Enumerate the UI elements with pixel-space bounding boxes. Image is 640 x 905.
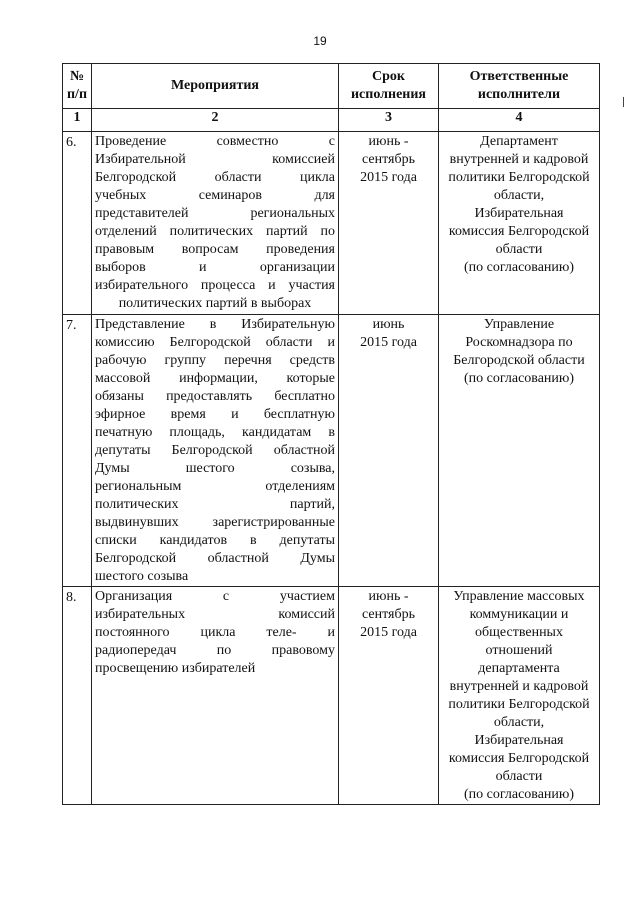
cell-text-line: 2015 года: [360, 335, 417, 350]
cell-text-line: комиссия Белгородской: [448, 224, 590, 239]
row-responsible: [439, 315, 600, 587]
cell-text-line: внутренней и кадровой: [449, 152, 589, 167]
table-row: [63, 132, 600, 315]
event-text-line: Проведение совместно с: [95, 134, 335, 149]
event-text-line: эфирное время и бесплатную: [95, 407, 335, 422]
event-text-line: Представление в Избирательную: [95, 317, 335, 332]
cell-text-line: 2015 года: [360, 170, 417, 185]
cell-text-line: сентябрь: [362, 152, 415, 167]
event-text-line: комиссию Белгородской области и: [95, 335, 335, 350]
event-text-line: депутаты Белгородской областной: [95, 443, 335, 458]
event-text-line: просвещению избирателей: [95, 661, 256, 676]
cell-text-line: области: [495, 769, 543, 784]
col-number-1: 1: [63, 109, 92, 132]
event-text-line: шестого созыва: [95, 569, 189, 584]
cell-text-line: Роскомнадзора по: [465, 335, 573, 350]
header-responsible: Ответственные исполнители: [439, 64, 600, 109]
event-text-line: постоянного цикла теле- и: [95, 625, 335, 640]
cell-text-line: (по согласованию): [463, 371, 575, 386]
header-term: Срок исполнения: [339, 64, 439, 109]
margin-mark: [623, 97, 624, 107]
event-text-line: Белгородской областной Думы: [95, 551, 335, 566]
cell-text-line: Департамент: [480, 134, 558, 149]
event-text-line: политических партий,: [95, 497, 335, 512]
event-text-line: Избирательной комиссией: [95, 152, 335, 167]
cell-text-line: Избирательная: [474, 206, 564, 221]
cell-text-line: Управление: [483, 317, 555, 332]
cell-text-line: Белгородской области: [453, 353, 585, 368]
event-text-line: выдвинувших зарегистрированные: [95, 515, 335, 530]
event-text-line: региональным отделениям: [95, 479, 335, 494]
event-text-line: Организация с участием: [95, 589, 335, 604]
cell-text-line: Управление массовых: [453, 589, 585, 604]
cell-text-line: области,: [493, 188, 545, 203]
event-text-line: печатную площадь, кандидатам в: [95, 425, 335, 440]
header-num: № п/п: [63, 64, 92, 109]
event-text-line: списки кандидатов в депутаты: [95, 533, 335, 548]
event-text-line: обязаны предоставлять бесплатно: [95, 389, 335, 404]
event-text-line: избирательного процесса и участия: [95, 278, 335, 293]
event-text-line: выборов и организации: [95, 260, 335, 275]
row-responsible: [439, 132, 600, 315]
event-text-line: рабочую группу перечня средств: [95, 353, 335, 368]
row-event: [92, 587, 339, 805]
cell-text-line: внутренней и кадровой: [449, 679, 589, 694]
cell-text-line: (по согласованию): [463, 787, 575, 802]
table-header-row: [63, 64, 600, 109]
event-text-line: представителей региональных: [95, 206, 335, 221]
cell-text-line: коммуникации и: [469, 607, 569, 622]
cell-text-line: июнь: [372, 317, 405, 332]
cell-text-line: департамента: [478, 661, 560, 676]
event-text-line: избирательных комиссий: [95, 607, 335, 622]
cell-text-line: 2015 года: [360, 625, 417, 640]
cell-text-line: сентябрь: [362, 607, 415, 622]
event-text-line: Белгородской области цикла: [95, 170, 335, 185]
event-text-line: учебных семинаров для: [95, 188, 335, 203]
header-event: Мероприятия: [92, 64, 339, 109]
cell-text-line: (по согласованию): [463, 260, 575, 275]
col-number-2: 2: [92, 109, 339, 132]
cell-text-line: июнь -: [368, 589, 409, 604]
event-text-line: радиопередач по правовому: [95, 643, 335, 658]
table-row: [63, 587, 600, 805]
cell-text-line: комиссия Белгородской: [448, 751, 590, 766]
col-number-4: 4: [439, 109, 600, 132]
events-table: [62, 63, 600, 805]
event-text-line: отделений политических партий по: [95, 224, 335, 239]
row-number: 7.: [63, 315, 92, 587]
cell-text-line: общественных: [475, 625, 563, 640]
row-term: [339, 132, 439, 315]
table-row: [63, 315, 600, 587]
cell-text-line: политики Белгородской: [448, 697, 590, 712]
event-text-line: правовым вопросам проведения: [95, 242, 335, 257]
column-number-row: [63, 109, 600, 132]
row-number: 6.: [63, 132, 92, 315]
cell-text-line: области,: [493, 715, 545, 730]
row-event: [92, 132, 339, 315]
row-term: [339, 587, 439, 805]
cell-text-line: политики Белгородской: [448, 170, 590, 185]
event-text-line: Думы шестого созыва,: [95, 461, 335, 476]
cell-text-line: области: [495, 242, 543, 257]
event-text-line: политических партий в выборах: [118, 296, 312, 311]
page-number: 19: [313, 34, 327, 48]
row-event: [92, 315, 339, 587]
event-text-line: массовой информации, которые: [95, 371, 335, 386]
row-number: 8.: [63, 587, 92, 805]
col-number-3: 3: [339, 109, 439, 132]
cell-text-line: отношений: [485, 643, 553, 658]
row-term: [339, 315, 439, 587]
row-responsible: [439, 587, 600, 805]
cell-text-line: июнь -: [368, 134, 409, 149]
cell-text-line: Избирательная: [474, 733, 564, 748]
